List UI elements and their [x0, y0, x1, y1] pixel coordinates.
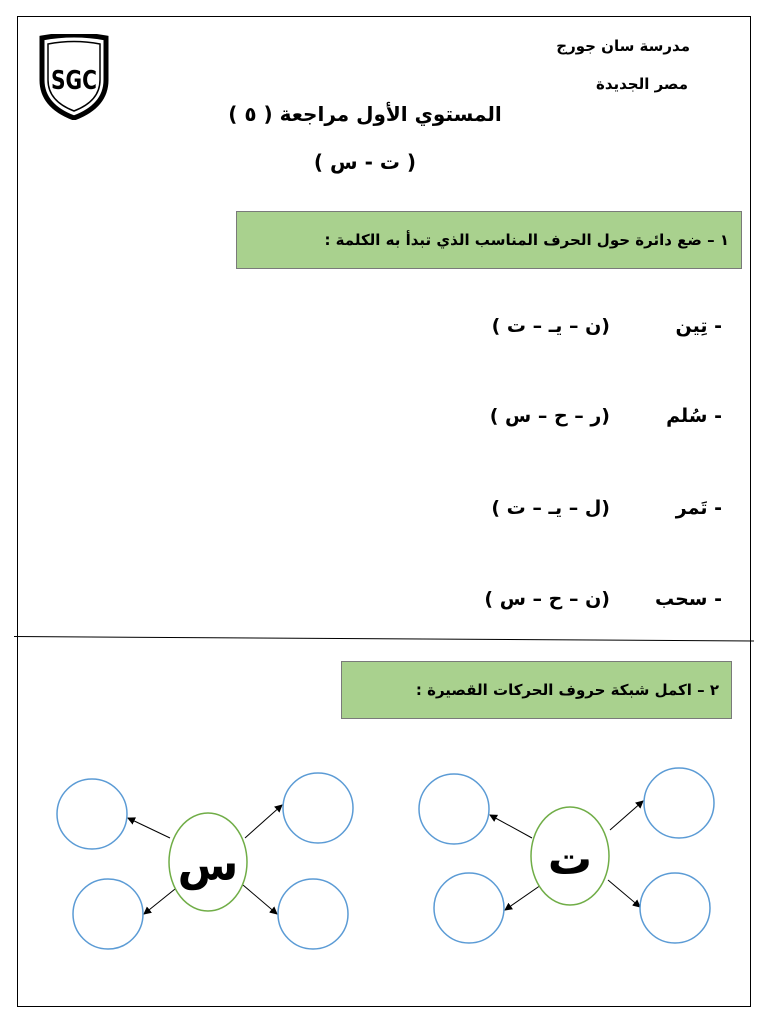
center-letter: ت — [547, 834, 593, 885]
page-title: المستوي الأول مراجعة ( ٥ ) — [228, 102, 502, 126]
exercise-word: - سحب — [655, 588, 722, 610]
vowel-web-left — [57, 773, 353, 949]
web-arrow — [505, 885, 541, 910]
answer-circle[interactable] — [644, 768, 714, 838]
answer-circle[interactable] — [278, 879, 348, 949]
vowel-web-right — [419, 768, 714, 943]
question2-instruction: ٢ – اكمل شبكة حروف الحركات القصيرة : — [415, 681, 719, 699]
center-letter: س — [177, 840, 239, 891]
answer-circle[interactable] — [640, 873, 710, 943]
exercise-choices[interactable]: (ر – ح – س ) — [489, 405, 610, 427]
page-subtitle: ( ت - س ) — [313, 150, 417, 174]
question1-instruction: ١ – ضع دائرة حول الحرف المناسب الذي تبدأ به الكلمة : — [324, 231, 729, 249]
answer-circle[interactable] — [73, 879, 143, 949]
logo-text: SGC — [51, 66, 97, 96]
exercise-word: - تِين — [675, 315, 722, 337]
answer-circle[interactable] — [57, 779, 127, 849]
answer-circle[interactable] — [283, 773, 353, 843]
school-name: مدرسة سان جورج — [556, 37, 690, 55]
exercise-word: - سُلم — [666, 405, 722, 427]
web-arrow — [608, 880, 640, 907]
web-arrow — [128, 818, 170, 838]
exercise-choices[interactable]: (ل – يـ – ت ) — [491, 497, 610, 519]
web-arrow — [243, 885, 277, 914]
answer-circle[interactable] — [419, 774, 489, 844]
web-arrow — [490, 815, 532, 838]
school-location: مصر الجديدة — [595, 75, 688, 93]
exercise-word: - تَمر — [675, 497, 722, 519]
web-arrow — [245, 805, 282, 838]
web-arrow — [144, 885, 180, 914]
exercise-choices[interactable]: (ن – ح – س ) — [484, 588, 610, 610]
answer-circle[interactable] — [434, 873, 504, 943]
web-arrow — [610, 801, 643, 830]
exercise-choices[interactable]: (ن – يـ – ت ) — [491, 315, 610, 337]
